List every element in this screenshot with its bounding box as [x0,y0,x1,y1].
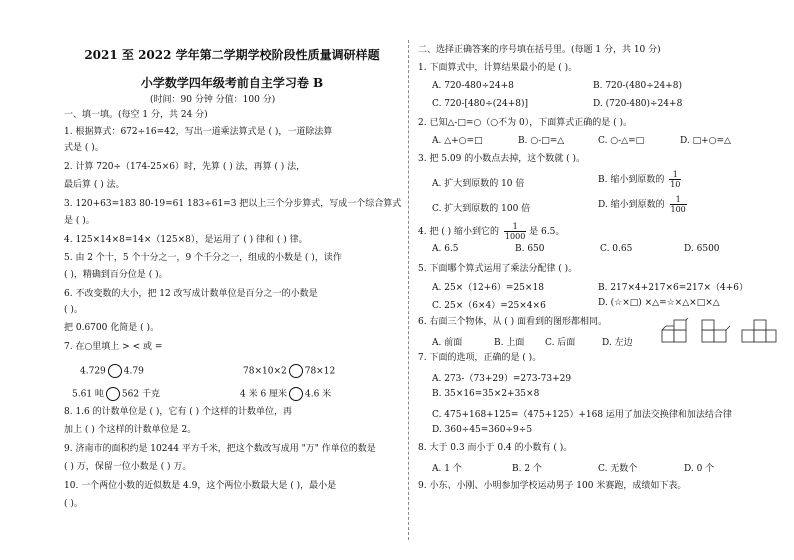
compare-b-circle[interactable] [289,364,303,378]
q8-line2: 加上 ( ) 个这样的计数单位是 2。 [64,425,197,435]
q3-line1: 3. 120+63=183 80-19=61 183÷61=3 把以上三个分步算式，写成一个综合算式 [64,199,402,209]
compare-c [72,387,160,401]
r-q8-option-a[interactable]: A. 1 个 [432,464,462,474]
r-q3-option-a[interactable]: A. 扩大到原数的 10 倍 [432,179,525,189]
r-q6-option-b[interactable]: B. 上面 [494,338,525,348]
r-q4-pre: 4. 把 ( ) 缩小到它的 [418,227,500,237]
compare-a-circle[interactable] [108,364,122,378]
q9-line1: 9. 济南市的面积约是 10244 平方千米，把这个数改写成用 "万" 作单位的数是 [64,444,376,454]
r-q5-option-a[interactable]: A. 25×（12+6）=25×18 [432,283,544,293]
r-q6-option-a[interactable]: A. 前面 [432,338,463,348]
r-q1: 1. 下面算式中，计算结果最小的是 ( )。 [418,63,578,73]
q5-line1: 5. 由 2 个十，5 个十分之一，9 个千分之一，组成的小数是 ( )，读作 [64,253,342,263]
r-q6: 6. 右面三个物体，从 ( ) 面看到的图形都相同。 [418,317,608,327]
compare-c-right: 562 千克 [121,389,160,400]
compare-d-circle[interactable] [289,387,303,401]
r-q7-option-c[interactable]: C. 475+168+125=（475+125）+168 运用了加法交换律和加法结合律 [432,410,732,420]
r-q8-option-b[interactable]: B. 2 个 [512,464,542,474]
compare-d-left: 4 米 6 厘米 [240,389,288,400]
r-q4-option-b[interactable]: B. 650 [515,244,545,254]
column-divider [408,40,409,540]
r-q8-option-c[interactable]: C. 无数个 [598,464,638,474]
q9-line2: ( ) 万，保留一位小数是 ( ) 万。 [64,462,192,472]
compare-b [243,364,335,378]
r-q3d-num: 1 [670,195,687,205]
compare-d-right: 4.6 米 [305,389,332,400]
r-q5-option-b[interactable]: B. 217×4+217×6=217×（4+6） [598,283,749,293]
q10-line1: 10. 一个两位小数的近似数是 4.9，这个两位小数最大是 ( )，最小是 [64,481,337,491]
q3-line2: 是 ( )。 [64,216,95,226]
compare-a-right: 4.79 [123,366,144,377]
q4-line: 4. 125×14×8=14×（125×8），是运用了 ( ) 律和 ( ) 律。 [64,235,308,245]
q10-line2: ( )。 [64,499,83,509]
r-q1-option-a[interactable]: A. 720-480÷24+8 [432,81,514,91]
r-q3d-fraction [670,195,687,214]
r-q4-option-c[interactable]: C. 0.65 [600,244,633,254]
r-q7: 7. 下面的选项，正确的是 ( )。 [418,353,542,363]
q2-line1: 2. 计算 720÷（174-25×6）时，先算 ( ) 法，再算 ( ) 法， [64,162,306,172]
r-q4-option-a[interactable]: A. 6.5 [432,244,459,254]
r-q1-option-c[interactable]: C. 720-[480÷(24+8)] [432,99,528,109]
compare-c-circle[interactable] [106,387,120,401]
cube-objects-image [660,318,780,344]
r-q3-option-b[interactable] [598,170,681,189]
exam-info: (时间：90 分钟 分值：100 分) [150,95,276,105]
r-q2-option-c[interactable]: C. ○-△=□ [598,136,645,146]
r-q3-option-c[interactable]: C. 扩大到原数的 100 倍 [432,204,531,214]
r-q3d-label: D. 缩小到原数的 [598,200,665,210]
r-q7-option-a[interactable]: A. 273-（73+29）=273-73+29 [432,374,572,384]
r-q3b-label: B. 缩小到原数的 [598,175,665,185]
r-q5-option-d[interactable]: D. (☆×□) ×△=☆×△×□×△ [598,298,720,308]
r-q3b-den: 10 [670,180,681,189]
r-q4-option-d[interactable]: D. 6500 [684,244,720,254]
q1-line2: 式是 ( )。 [64,143,104,153]
compare-d [240,387,331,401]
r-q2: 2. 已知△-□=○（○不为 0），下面算式正确的是 ( )。 [418,118,632,128]
exam-subtitle: 小学数学四年级考前自主学习卷 B [140,76,324,90]
r-q3b-fraction [669,170,681,189]
q6-line3: 把 0.6700 化简是 ( )。 [64,323,159,333]
r-q1-option-b[interactable]: B. 720-(480÷24+8) [593,81,683,91]
section2-heading: 二、选择正确答案的序号填在括号里。(每题 1 分，共 10 分) [418,45,661,55]
r-q1-option-d[interactable]: D. (720-480)÷24+8 [593,99,683,109]
r-q2-option-a[interactable]: A. △+○=□ [432,136,483,146]
q6-line2: ( )。 [64,305,83,315]
r-q4-fraction [504,222,526,241]
r-q7-option-d[interactable]: D. 360÷45=360÷9÷5 [432,425,533,435]
r-q6-option-c[interactable]: C. 后面 [545,338,576,348]
r-q5-option-c[interactable]: C. 25×（6×4）=25×4×6 [432,301,546,311]
r-q9: 9. 小东、小刚、小明参加学校运动男子 100 米赛跑，成绩如下表。 [418,481,687,491]
r-q4 [418,222,564,241]
q1-line1: 1. 根据算式：672÷16=42，写出一道乘法算式是 ( )，一道除法算 [64,127,333,137]
exam-title: 2021 至 2022 学年第二学期学校阶段性质量调研样题 [84,48,380,62]
r-q3d-den: 100 [670,205,686,214]
r-q4-num: 1 [504,222,526,232]
r-q6-option-d[interactable]: D. 左边 [602,338,633,348]
r-q3-option-d[interactable] [598,195,687,214]
r-q4-post: 是 6.5。 [529,227,565,237]
q5-line2: ( )，精确到百分位是 ( )。 [64,270,168,280]
q8-line1: 8. 1.6 的计数单位是 ( )，它有 ( ) 个这样的计数单位，再 [64,407,292,417]
compare-c-left: 5.61 吨 [72,389,104,400]
r-q5: 5. 下面哪个算式运用了乘法分配律 ( )。 [418,264,578,274]
q2-line2: 最后算 ( ) 法。 [64,180,125,190]
r-q8-option-d[interactable]: D. 0 个 [684,464,715,474]
r-q2-option-d[interactable]: D. □+○=△ [680,136,731,146]
r-q8: 8. 大于 0.3 而小于 0.4 的小数有 ( )。 [418,443,573,453]
r-q7-option-b[interactable]: B. 35×16=35×2+35×8 [432,389,540,399]
compare-b-left: 78×10×2 [243,366,287,377]
r-q2-option-b[interactable]: B. ○-□=△ [518,136,565,146]
section1-heading: 一、填一填。(每空 1 分，共 24 分) [64,110,208,120]
compare-a-left: 4.729 [80,366,106,377]
r-q3: 3. 把 5.09 的小数点去掉，这个数就 ( )。 [418,154,585,164]
r-q4-den: 1000 [504,232,526,241]
q6-line1: 6. 不改变数的大小，把 12 改写成计数单位是百分之一的小数是 [64,289,318,299]
q7-line: 7. 在○里填上 > < 或 = [64,342,163,352]
compare-a [80,364,144,378]
r-q3b-num: 1 [669,170,681,180]
compare-b-right: 78×12 [304,366,336,377]
